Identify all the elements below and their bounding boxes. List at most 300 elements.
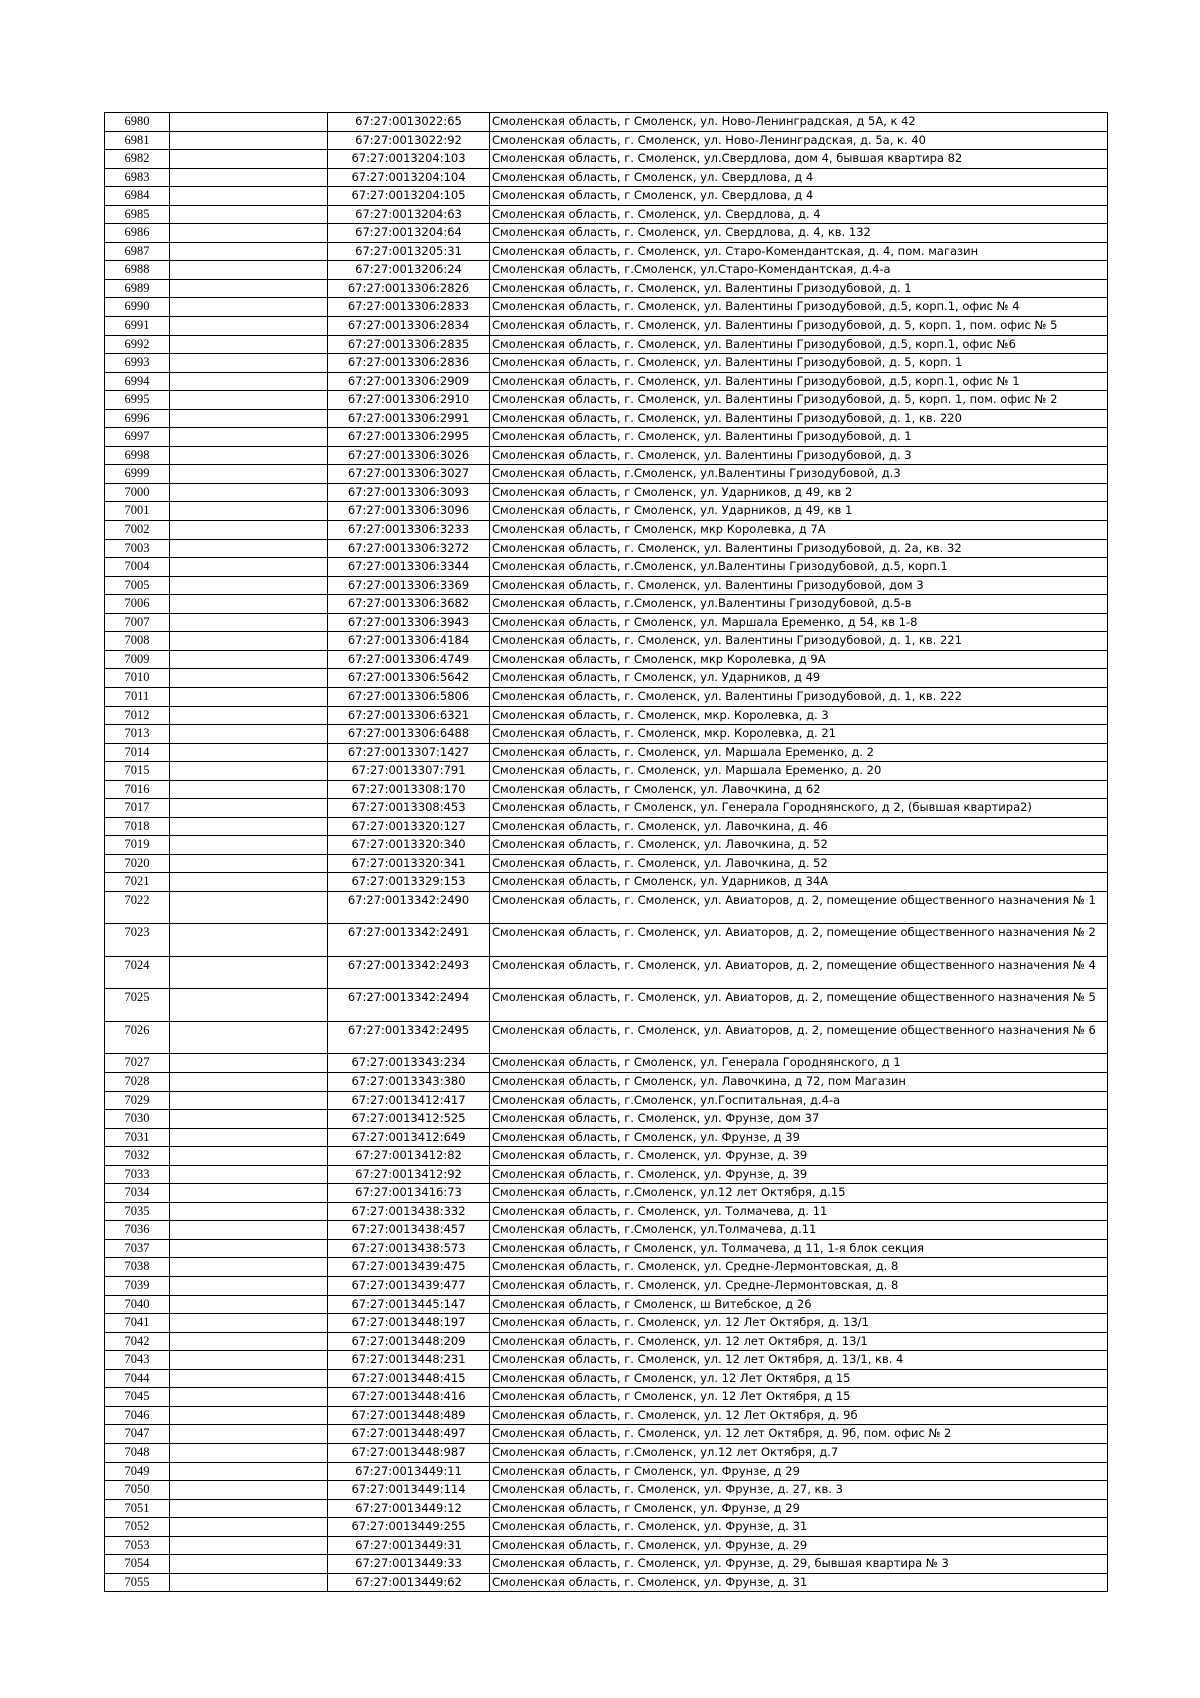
row-number-cell: 7006 <box>105 595 170 614</box>
row-number-cell: 6991 <box>105 317 170 336</box>
address-cell: Смоленская область, г. Смоленск, ул. Фрунзе, д. 39 <box>490 1147 1108 1166</box>
empty-cell <box>170 1277 328 1296</box>
row-number-cell: 7012 <box>105 706 170 725</box>
row-number-cell: 7043 <box>105 1351 170 1370</box>
cadastral-number-cell: 67:27:0013448:231 <box>328 1351 490 1370</box>
empty-cell <box>170 1021 328 1054</box>
address-cell: Смоленская область, г. Смоленск, ул. Авиаторов, д. 2, помещение общественного назначения № 5 <box>490 989 1108 1022</box>
table-row <box>105 1202 1108 1221</box>
table-row <box>105 1165 1108 1184</box>
empty-cell <box>170 187 328 206</box>
row-number-cell: 7037 <box>105 1239 170 1258</box>
address-cell: Смоленская область, г. Смоленск, ул. Валентины Гризодубовой, д.5, корп.1, офис №6 <box>490 335 1108 354</box>
table-row <box>105 409 1108 428</box>
empty-cell <box>170 1147 328 1166</box>
table-row <box>105 1351 1108 1370</box>
empty-cell <box>170 1239 328 1258</box>
row-number-cell: 6988 <box>105 261 170 280</box>
property-register-table <box>104 112 1108 1592</box>
empty-cell <box>170 780 328 799</box>
address-cell: Смоленская область, г Смоленск, мкр Королевка, д 9А <box>490 650 1108 669</box>
row-number-cell: 7018 <box>105 817 170 836</box>
table-row <box>105 687 1108 706</box>
empty-cell <box>170 131 328 150</box>
address-cell: Смоленская область, г. Смоленск, ул. Авиаторов, д. 2, помещение общественного назначения № 6 <box>490 1021 1108 1054</box>
row-number-cell: 7019 <box>105 836 170 855</box>
empty-cell <box>170 873 328 892</box>
cadastral-number-cell: 67:27:0013448:416 <box>328 1388 490 1407</box>
row-number-cell: 7005 <box>105 576 170 595</box>
table-row <box>105 1239 1108 1258</box>
table-row <box>105 1221 1108 1240</box>
empty-cell <box>170 113 328 132</box>
cadastral-number-cell: 67:27:0013306:4184 <box>328 632 490 651</box>
address-cell: Смоленская область, г. Смоленск, ул. Валентины Гризодубовой, д. 1 <box>490 279 1108 298</box>
address-cell: Смоленская область, г. Смоленск, ул. Валентины Гризодубовой, дом 3 <box>490 576 1108 595</box>
row-number-cell: 6998 <box>105 446 170 465</box>
address-cell: Смоленская область, г. Смоленск, ул. Фрунзе, д. 39 <box>490 1165 1108 1184</box>
cadastral-number-cell: 67:27:0013449:33 <box>328 1555 490 1574</box>
cadastral-number-cell: 67:27:0013306:2826 <box>328 279 490 298</box>
table-row <box>105 168 1108 187</box>
row-number-cell: 7039 <box>105 1277 170 1296</box>
cadastral-number-cell: 67:27:0013320:340 <box>328 836 490 855</box>
address-cell: Смоленская область, г. Смоленск, ул. Свердлова, д. 4, кв. 132 <box>490 224 1108 243</box>
table-row <box>105 1573 1108 1592</box>
row-number-cell: 7004 <box>105 558 170 577</box>
cadastral-number-cell: 67:27:0013342:2495 <box>328 1021 490 1054</box>
cadastral-number-cell: 67:27:0013306:2833 <box>328 298 490 317</box>
row-number-cell: 6996 <box>105 409 170 428</box>
address-cell: Смоленская область, г. Смоленск, ул. Толмачева, д. 11 <box>490 1202 1108 1221</box>
table-row <box>105 1314 1108 1333</box>
table-row <box>105 558 1108 577</box>
cadastral-number-cell: 67:27:0013306:5642 <box>328 669 490 688</box>
row-number-cell: 6984 <box>105 187 170 206</box>
row-number-cell: 7035 <box>105 1202 170 1221</box>
table-row <box>105 989 1108 1022</box>
row-number-cell: 6993 <box>105 354 170 373</box>
empty-cell <box>170 224 328 243</box>
table-row <box>105 854 1108 873</box>
table-row <box>105 1277 1108 1296</box>
table-row <box>105 224 1108 243</box>
table-body <box>105 113 1108 1592</box>
empty-cell <box>170 242 328 261</box>
address-cell: Смоленская область, г. Смоленск, ул. Валентины Гризодубовой, д. 5, корп. 1, пом. офис № 2 <box>490 391 1108 410</box>
table-row <box>105 1369 1108 1388</box>
address-cell: Смоленская область, г Смоленск, ул. Толмачева, д 11, 1-я блок секция <box>490 1239 1108 1258</box>
table-row <box>105 1518 1108 1537</box>
empty-cell <box>170 261 328 280</box>
table-row <box>105 539 1108 558</box>
cadastral-number-cell: 67:27:0013412:82 <box>328 1147 490 1166</box>
row-number-cell: 7052 <box>105 1518 170 1537</box>
table-row <box>105 817 1108 836</box>
row-number-cell: 6982 <box>105 150 170 169</box>
address-cell: Смоленская область, г.Смоленск, ул.Старо-Комендантская, д.4-а <box>490 261 1108 280</box>
table-row <box>105 613 1108 632</box>
address-cell: Смоленская область, г.Смоленск, ул.12 лет Октября, д.7 <box>490 1443 1108 1462</box>
row-number-cell: 7034 <box>105 1184 170 1203</box>
cadastral-number-cell: 67:27:0013204:105 <box>328 187 490 206</box>
empty-cell <box>170 521 328 540</box>
cadastral-number-cell: 67:27:0013306:6321 <box>328 706 490 725</box>
address-cell: Смоленская область, г Смоленск, ул. 12 Лет Октября, д 15 <box>490 1369 1108 1388</box>
cadastral-number-cell: 67:27:0013438:332 <box>328 1202 490 1221</box>
address-cell: Смоленская область, г.Смоленск, ул.12 лет Октября, д.15 <box>490 1184 1108 1203</box>
row-number-cell: 7024 <box>105 956 170 989</box>
row-number-cell: 7020 <box>105 854 170 873</box>
cadastral-number-cell: 67:27:0013306:3026 <box>328 446 490 465</box>
cadastral-number-cell: 67:27:0013204:104 <box>328 168 490 187</box>
table-row <box>105 873 1108 892</box>
empty-cell <box>170 1332 328 1351</box>
cadastral-number-cell: 67:27:0013445:147 <box>328 1295 490 1314</box>
cadastral-number-cell: 67:27:0013306:2836 <box>328 354 490 373</box>
row-number-cell: 7031 <box>105 1128 170 1147</box>
cadastral-number-cell: 67:27:0013306:3233 <box>328 521 490 540</box>
address-cell: Смоленская область, г. Смоленск, ул. Валентины Гризодубовой, д. 1, кв. 221 <box>490 632 1108 651</box>
cadastral-number-cell: 67:27:0013320:127 <box>328 817 490 836</box>
empty-cell <box>170 924 328 957</box>
empty-cell <box>170 836 328 855</box>
cadastral-number-cell: 67:27:0013306:2991 <box>328 409 490 428</box>
address-cell: Смоленская область, г Смоленск, ул. Лавочкина, д 72, пом Магазин <box>490 1073 1108 1092</box>
address-cell: Смоленская область, г. Смоленск, ул. Валентины Гризодубовой, д. 5, корп. 1, пом. офис № 5 <box>490 317 1108 336</box>
row-number-cell: 7029 <box>105 1091 170 1110</box>
cadastral-number-cell: 67:27:0013412:92 <box>328 1165 490 1184</box>
table-row <box>105 1128 1108 1147</box>
row-number-cell: 7001 <box>105 502 170 521</box>
address-cell: Смоленская область, г. Смоленск, ул. 12 лет Октября, д. 13/1 <box>490 1332 1108 1351</box>
address-cell: Смоленская область, г. Смоленск, ул. Ново-Ленинградская, д. 5а, к. 40 <box>490 131 1108 150</box>
cadastral-number-cell: 67:27:0013438:457 <box>328 1221 490 1240</box>
cadastral-number-cell: 67:27:0013308:170 <box>328 780 490 799</box>
empty-cell <box>170 1184 328 1203</box>
table-row <box>105 298 1108 317</box>
cadastral-number-cell: 67:27:0013307:791 <box>328 762 490 781</box>
cadastral-number-cell: 67:27:0013306:3272 <box>328 539 490 558</box>
empty-cell <box>170 168 328 187</box>
address-cell: Смоленская область, г. Смоленск, ул.Свердлова, дом 4, бывшая квартира 82 <box>490 150 1108 169</box>
row-number-cell: 6992 <box>105 335 170 354</box>
empty-cell <box>170 1369 328 1388</box>
row-number-cell: 7044 <box>105 1369 170 1388</box>
table-row <box>105 669 1108 688</box>
table-row <box>105 261 1108 280</box>
address-cell: Смоленская область, г. Смоленск, ул. Маршала Еременко, д. 2 <box>490 743 1108 762</box>
empty-cell <box>170 1536 328 1555</box>
cadastral-number-cell: 67:27:0013342:2493 <box>328 956 490 989</box>
empty-cell <box>170 391 328 410</box>
address-cell: Смоленская область, г. Смоленск, ул. Фрунзе, д. 31 <box>490 1573 1108 1592</box>
cadastral-number-cell: 67:27:0013306:3369 <box>328 576 490 595</box>
empty-cell <box>170 799 328 818</box>
row-number-cell: 7050 <box>105 1481 170 1500</box>
empty-cell <box>170 1351 328 1370</box>
row-number-cell: 7032 <box>105 1147 170 1166</box>
address-cell: Смоленская область, г. Смоленск, ул. Авиаторов, д. 2, помещение общественного назначения № 4 <box>490 956 1108 989</box>
row-number-cell: 7036 <box>105 1221 170 1240</box>
row-number-cell: 7000 <box>105 483 170 502</box>
address-cell: Смоленская область, г. Смоленск, ул. Фрунзе, д. 29, бывшая квартира № 3 <box>490 1555 1108 1574</box>
table-row <box>105 521 1108 540</box>
cadastral-number-cell: 67:27:0013449:255 <box>328 1518 490 1537</box>
address-cell: Смоленская область, г. Смоленск, ул. Лавочкина, д. 46 <box>490 817 1108 836</box>
table-row <box>105 725 1108 744</box>
row-number-cell: 7054 <box>105 1555 170 1574</box>
row-number-cell: 7014 <box>105 743 170 762</box>
address-cell: Смоленская область, г. Смоленск, мкр. Королевка, д. 21 <box>490 725 1108 744</box>
cadastral-number-cell: 67:27:0013306:2910 <box>328 391 490 410</box>
table-row <box>105 706 1108 725</box>
row-number-cell: 7021 <box>105 873 170 892</box>
address-cell: Смоленская область, г. Смоленск, ул. Валентины Гризодубовой, д. 5, корп. 1 <box>490 354 1108 373</box>
table-row <box>105 113 1108 132</box>
row-number-cell: 7015 <box>105 762 170 781</box>
row-number-cell: 6983 <box>105 168 170 187</box>
cadastral-number-cell: 67:27:0013448:415 <box>328 1369 490 1388</box>
row-number-cell: 7030 <box>105 1110 170 1129</box>
table-row <box>105 242 1108 261</box>
table-row <box>105 780 1108 799</box>
row-number-cell: 7027 <box>105 1054 170 1073</box>
empty-cell <box>170 298 328 317</box>
table-row <box>105 372 1108 391</box>
row-number-cell: 7049 <box>105 1462 170 1481</box>
table-row <box>105 465 1108 484</box>
row-number-cell: 7016 <box>105 780 170 799</box>
table-row <box>105 150 1108 169</box>
row-number-cell: 7041 <box>105 1314 170 1333</box>
row-number-cell: 6999 <box>105 465 170 484</box>
empty-cell <box>170 205 328 224</box>
cadastral-number-cell: 67:27:0013449:31 <box>328 1536 490 1555</box>
cadastral-number-cell: 67:27:0013439:477 <box>328 1277 490 1296</box>
empty-cell <box>170 1388 328 1407</box>
address-cell: Смоленская область, г. Смоленск, ул. Средне-Лермонтовская, д. 8 <box>490 1277 1108 1296</box>
cadastral-number-cell: 67:27:0013342:2490 <box>328 891 490 924</box>
empty-cell <box>170 354 328 373</box>
cadastral-number-cell: 67:27:0013439:475 <box>328 1258 490 1277</box>
address-cell: Смоленская область, г. Смоленск, ул. Маршала Еременко, д. 20 <box>490 762 1108 781</box>
row-number-cell: 7046 <box>105 1406 170 1425</box>
empty-cell <box>170 1054 328 1073</box>
row-number-cell: 7008 <box>105 632 170 651</box>
address-cell: Смоленская область, г Смоленск, ул. Маршала Еременко, д 54, кв 1-8 <box>490 613 1108 632</box>
row-number-cell: 7022 <box>105 891 170 924</box>
row-number-cell: 6994 <box>105 372 170 391</box>
empty-cell <box>170 1258 328 1277</box>
address-cell: Смоленская область, г. Смоленск, ул. 12 Лет Октября, д. 13/1 <box>490 1314 1108 1333</box>
address-cell: Смоленская область, г. Смоленск, ул. Валентины Гризодубовой, д. 2а, кв. 32 <box>490 539 1108 558</box>
address-cell: Смоленская область, г. Смоленск, ул. 12 Лет Октября, д. 9б <box>490 1406 1108 1425</box>
address-cell: Смоленская область, г.Смоленск, ул.Госпитальная, д.4-а <box>490 1091 1108 1110</box>
empty-cell <box>170 1406 328 1425</box>
address-cell: Смоленская область, г Смоленск, ул. Фрунзе, д 39 <box>490 1128 1108 1147</box>
cadastral-number-cell: 67:27:0013308:453 <box>328 799 490 818</box>
empty-cell <box>170 446 328 465</box>
row-number-cell: 7053 <box>105 1536 170 1555</box>
table-row <box>105 576 1108 595</box>
empty-cell <box>170 576 328 595</box>
cadastral-number-cell: 67:27:0013022:92 <box>328 131 490 150</box>
address-cell: Смоленская область, г. Смоленск, ул. Фрунзе, дом 37 <box>490 1110 1108 1129</box>
cadastral-number-cell: 67:27:0013306:3344 <box>328 558 490 577</box>
row-number-cell: 6986 <box>105 224 170 243</box>
address-cell: Смоленская область, г Смоленск, мкр Королевка, д 7А <box>490 521 1108 540</box>
address-cell: Смоленская область, г. Смоленск, ул. Валентины Гризодубовой, д.5, корп.1, офис № 4 <box>490 298 1108 317</box>
address-cell: Смоленская область, г. Смоленск, ул. 12 лет Октября, д. 13/1, кв. 4 <box>490 1351 1108 1370</box>
cadastral-number-cell: 67:27:0013307:1427 <box>328 743 490 762</box>
table-row <box>105 1388 1108 1407</box>
cadastral-number-cell: 67:27:0013306:3943 <box>328 613 490 632</box>
address-cell: Смоленская область, г. Смоленск, ул. Валентины Гризодубовой, д. 1, кв. 220 <box>490 409 1108 428</box>
table-row <box>105 1536 1108 1555</box>
address-cell: Смоленская область, г. Смоленск, ул. Валентины Гризодубовой, д. 1, кв. 222 <box>490 687 1108 706</box>
address-cell: Смоленская область, г Смоленск, ул. Свердлова, д 4 <box>490 168 1108 187</box>
cadastral-number-cell: 67:27:0013306:2995 <box>328 428 490 447</box>
row-number-cell: 6997 <box>105 428 170 447</box>
cadastral-number-cell: 67:27:0013342:2494 <box>328 989 490 1022</box>
table-row <box>105 743 1108 762</box>
address-cell: Смоленская область, г.Смоленск, ул.Валентины Гризодубовой, д.5, корп.1 <box>490 558 1108 577</box>
address-cell: Смоленская область, г. Смоленск, ул. Лавочкина, д. 52 <box>490 836 1108 855</box>
table-row <box>105 187 1108 206</box>
empty-cell <box>170 613 328 632</box>
empty-cell <box>170 372 328 391</box>
row-number-cell: 7017 <box>105 799 170 818</box>
empty-cell <box>170 1295 328 1314</box>
cadastral-number-cell: 67:27:0013412:649 <box>328 1128 490 1147</box>
address-cell: Смоленская область, г. Смоленск, ул. Валентины Гризодубовой, д. 1 <box>490 428 1108 447</box>
address-cell: Смоленская область, г. Смоленск, ул. Свердлова, д. 4 <box>490 205 1108 224</box>
cadastral-number-cell: 67:27:0013306:5806 <box>328 687 490 706</box>
address-cell: Смоленская область, г Смоленск, ул. Ново-Ленинградская, д 5А, к 42 <box>490 113 1108 132</box>
table-row <box>105 1147 1108 1166</box>
row-number-cell: 7048 <box>105 1443 170 1462</box>
address-cell: Смоленская область, г Смоленск, ул. Ударников, д 49, кв 2 <box>490 483 1108 502</box>
table-row <box>105 279 1108 298</box>
empty-cell <box>170 317 328 336</box>
cadastral-number-cell: 67:27:0013412:417 <box>328 1091 490 1110</box>
cadastral-number-cell: 67:27:0013306:3093 <box>328 483 490 502</box>
row-number-cell: 6995 <box>105 391 170 410</box>
table-row <box>105 335 1108 354</box>
address-cell: Смоленская область, г Смоленск, ш Витебское, д 26 <box>490 1295 1108 1314</box>
address-cell: Смоленская область, г. Смоленск, ул. Средне-Лермонтовская, д. 8 <box>490 1258 1108 1277</box>
empty-cell <box>170 989 328 1022</box>
row-number-cell: 7026 <box>105 1021 170 1054</box>
address-cell: Смоленская область, г Смоленск, ул. Свердлова, д 4 <box>490 187 1108 206</box>
empty-cell <box>170 1462 328 1481</box>
cadastral-number-cell: 67:27:0013306:2834 <box>328 317 490 336</box>
empty-cell <box>170 1443 328 1462</box>
row-number-cell: 6987 <box>105 242 170 261</box>
table-row <box>105 502 1108 521</box>
row-number-cell: 7002 <box>105 521 170 540</box>
address-cell: Смоленская область, г Смоленск, ул. Фрунзе, д 29 <box>490 1499 1108 1518</box>
table-row <box>105 1332 1108 1351</box>
cadastral-number-cell: 67:27:0013204:64 <box>328 224 490 243</box>
cadastral-number-cell: 67:27:0013448:197 <box>328 1314 490 1333</box>
row-number-cell: 7028 <box>105 1073 170 1092</box>
cadastral-number-cell: 67:27:0013320:341 <box>328 854 490 873</box>
empty-cell <box>170 279 328 298</box>
address-cell: Смоленская область, г Смоленск, ул. Ударников, д 49, кв 1 <box>490 502 1108 521</box>
cadastral-number-cell: 67:27:0013342:2491 <box>328 924 490 957</box>
address-cell: Смоленская область, г Смоленск, ул. Ударников, д 34А <box>490 873 1108 892</box>
cadastral-number-cell: 67:27:0013449:62 <box>328 1573 490 1592</box>
empty-cell <box>170 1314 328 1333</box>
address-cell: Смоленская область, г. Смоленск, ул. Фрунзе, д. 27, кв. 3 <box>490 1481 1108 1500</box>
table-row <box>105 1406 1108 1425</box>
cadastral-number-cell: 67:27:0013306:4749 <box>328 650 490 669</box>
empty-cell <box>170 465 328 484</box>
cadastral-number-cell: 67:27:0013449:114 <box>328 1481 490 1500</box>
table-row <box>105 1555 1108 1574</box>
row-number-cell: 7038 <box>105 1258 170 1277</box>
address-cell: Смоленская область, г. Смоленск, ул. Фрунзе, д. 31 <box>490 1518 1108 1537</box>
cadastral-number-cell: 67:27:0013449:12 <box>328 1499 490 1518</box>
empty-cell <box>170 1221 328 1240</box>
empty-cell <box>170 632 328 651</box>
cadastral-number-cell: 67:27:0013306:3096 <box>328 502 490 521</box>
row-number-cell: 7003 <box>105 539 170 558</box>
table-row <box>105 1110 1108 1129</box>
cadastral-number-cell: 67:27:0013449:11 <box>328 1462 490 1481</box>
address-cell: Смоленская область, г Смоленск, ул. Генерала Городнянского, д 1 <box>490 1054 1108 1073</box>
empty-cell <box>170 502 328 521</box>
table-row <box>105 131 1108 150</box>
table-row <box>105 632 1108 651</box>
cadastral-number-cell: 67:27:0013306:2909 <box>328 372 490 391</box>
cadastral-number-cell: 67:27:0013343:234 <box>328 1054 490 1073</box>
cadastral-number-cell: 67:27:0013306:3027 <box>328 465 490 484</box>
cadastral-number-cell: 67:27:0013204:103 <box>328 150 490 169</box>
table-row <box>105 1425 1108 1444</box>
empty-cell <box>170 428 328 447</box>
table-row <box>105 354 1108 373</box>
cadastral-number-cell: 67:27:0013306:6488 <box>328 725 490 744</box>
cadastral-number-cell: 67:27:0013204:63 <box>328 205 490 224</box>
empty-cell <box>170 669 328 688</box>
table-row <box>105 924 1108 957</box>
cadastral-number-cell: 67:27:0013448:489 <box>328 1406 490 1425</box>
row-number-cell: 6989 <box>105 279 170 298</box>
empty-cell <box>170 817 328 836</box>
empty-cell <box>170 335 328 354</box>
address-cell: Смоленская область, г. Смоленск, ул. 12 лет Октября, д. 9б, пом. офис № 2 <box>490 1425 1108 1444</box>
cadastral-number-cell: 67:27:0013448:497 <box>328 1425 490 1444</box>
address-cell: Смоленская область, г. Смоленск, ул. Лавочкина, д. 52 <box>490 854 1108 873</box>
cadastral-number-cell: 67:27:0013448:209 <box>328 1332 490 1351</box>
table-row <box>105 1258 1108 1277</box>
table-row <box>105 799 1108 818</box>
empty-cell <box>170 1110 328 1129</box>
table-row <box>105 1054 1108 1073</box>
address-cell: Смоленская область, г Смоленск, ул. 12 Лет Октября, д 15 <box>490 1388 1108 1407</box>
address-cell: Смоленская область, г. Смоленск, ул. Старо-Комендантская, д. 4, пом. магазин <box>490 242 1108 261</box>
empty-cell <box>170 743 328 762</box>
row-number-cell: 6981 <box>105 131 170 150</box>
address-cell: Смоленская область, г.Смоленск, ул.Валентины Гризодубовой, д.3 <box>490 465 1108 484</box>
cadastral-number-cell: 67:27:0013329:153 <box>328 873 490 892</box>
empty-cell <box>170 483 328 502</box>
empty-cell <box>170 1425 328 1444</box>
cadastral-number-cell: 67:27:0013306:2835 <box>328 335 490 354</box>
